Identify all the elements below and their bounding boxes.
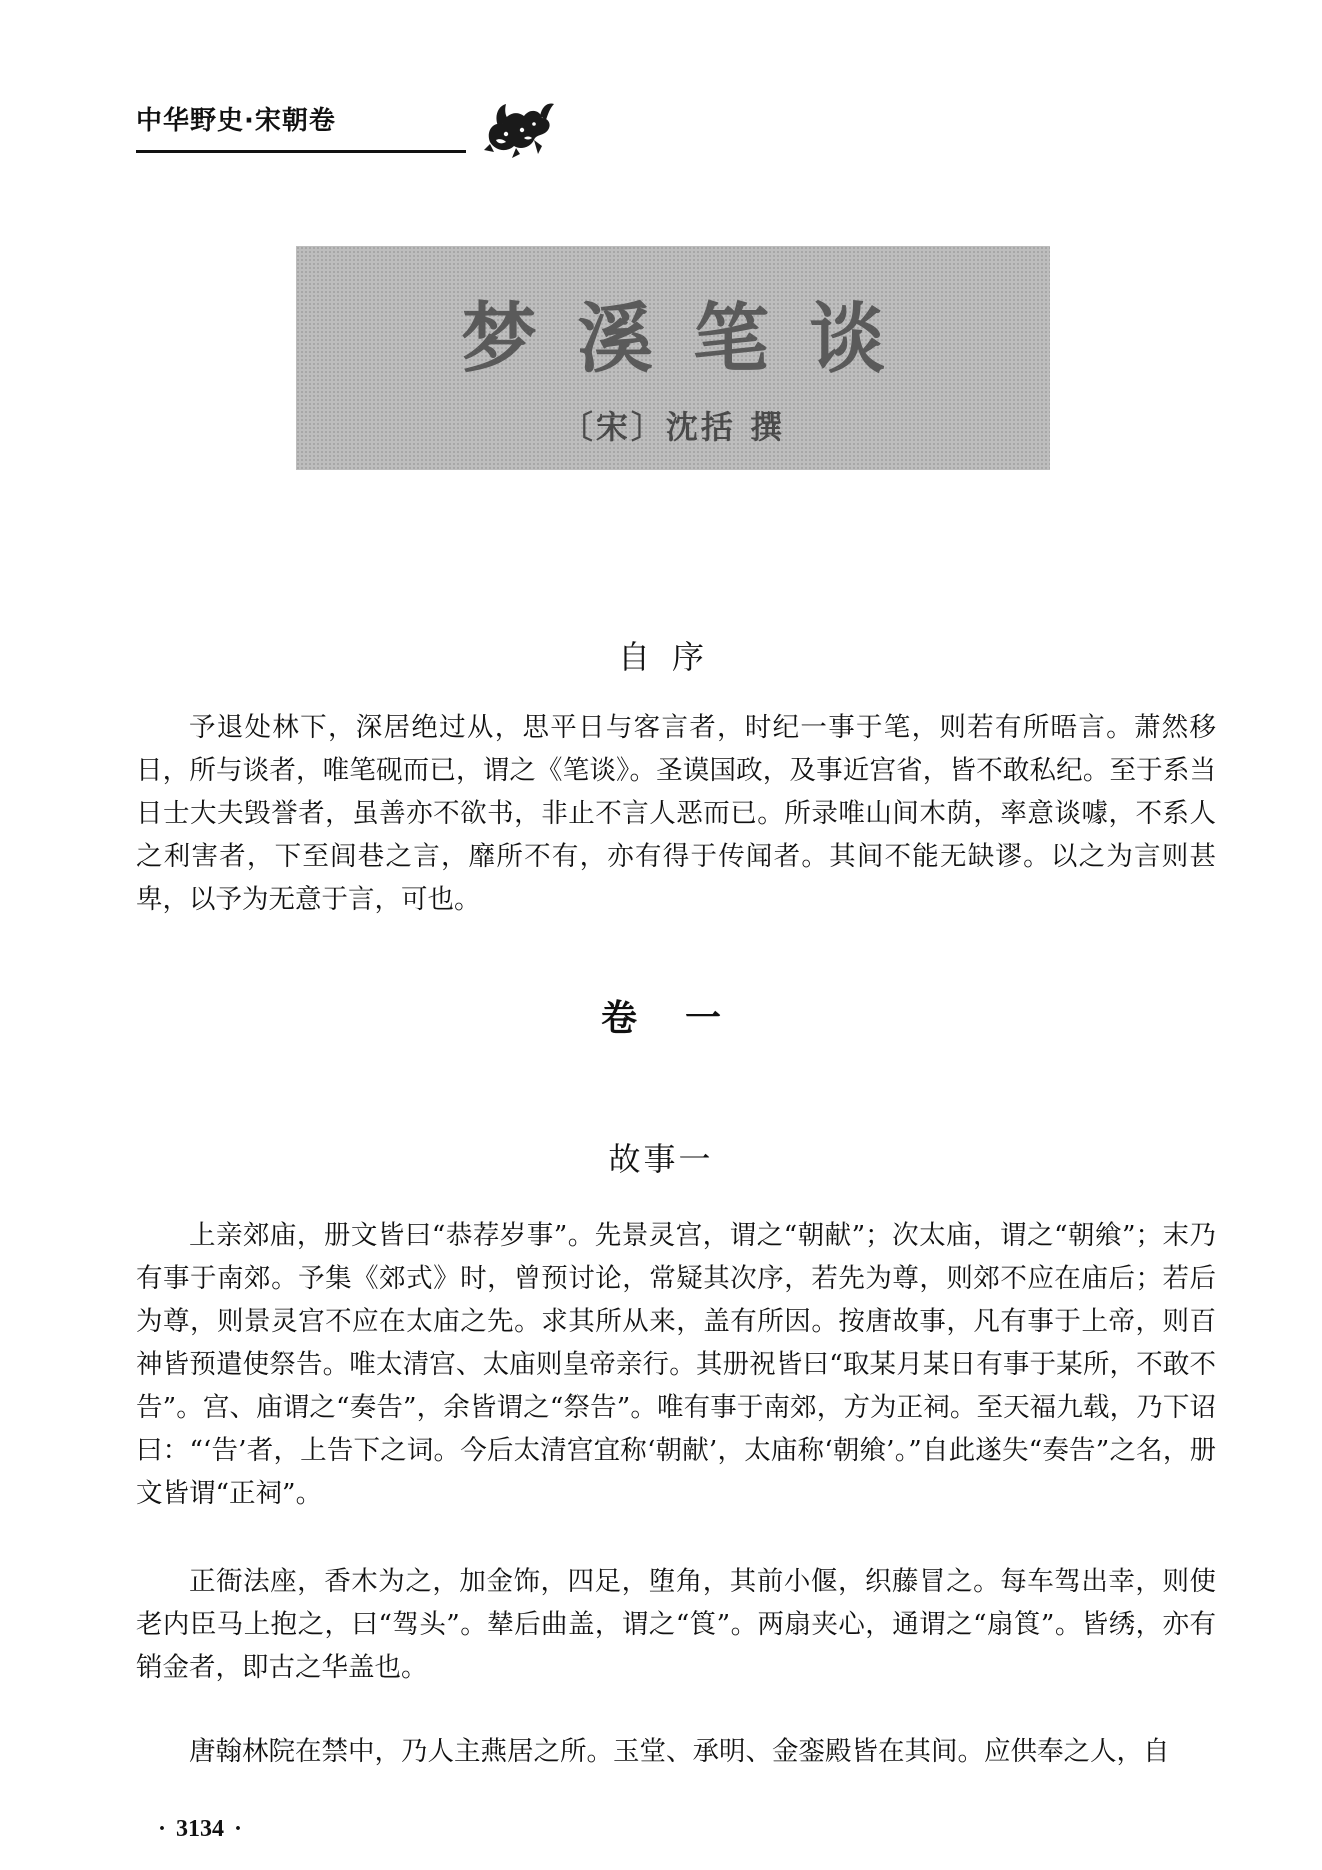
preface-paragraph: 予退处林下，深居绝过从，思平日与客言者，时纪一事于笔，则若有所晤言。萧然移日，所与谈者，唯笔砚而已，谓之《笔谈》。圣谟国政，及事近宫省，皆不敢私纪。至于系当日士大夫毁誉者，虽善亦不欲书，非止不言人恶而已。所录唯山间木荫，率意谈噱，不系人之利害者，下至闾巷之言，靡所不有，亦有得于传闻者。其间不能无缺谬。以之为言则甚卑，以予为无意于言，可也。 (136, 712, 1216, 915)
author-line: 〔宋〕沈括 撰 (560, 408, 786, 446)
section-heading: 故事一 (608, 1140, 714, 1178)
page-number-bullet-right: · (234, 1816, 243, 1842)
preface-heading: 自序 (617, 638, 726, 676)
page-header (136, 100, 556, 160)
body-paragraph: 上亲郊庙，册文皆曰“恭荐岁事”。先景灵宫，谓之“朝献”；次太庙，谓之“朝飨”；末乃有事于南郊。予集《郊式》时，曾预讨论，常疑其次序，若先为尊，则郊不应在庙后；若后为尊，则景灵宫不应在太庙之先。求其所从来，盖有所因。按唐故事，凡有事于上帝，则百神皆预遣使祭告。唯太清宫、太庙则皇帝亲行。其册祝皆曰“取某月某日有事于某所，不敢不告”。宫、庙谓之“奏告”，余皆谓之“祭告”。唯有事于南郊，方为正祠。至天福九载，乃下诏曰：“‘告’者，上告下之词。今后太清宫宜称‘朝献’，太庙称‘朝飨’。”自此遂失“奏告”之名，册文皆谓“正祠”。 (136, 1220, 1216, 1509)
series-title: 中华野史·宋朝卷 (136, 106, 336, 136)
book-title: 梦溪笔谈 (461, 294, 925, 383)
dragon-icon (476, 92, 556, 162)
page-number (148, 1816, 252, 1843)
page-number-value: 3134 (176, 1816, 225, 1842)
body-paragraph: 唐翰林院在禁中，乃人主燕居之所。玉堂、承明、金銮殿皆在其间。应供奉之人，自 (189, 1736, 1170, 1767)
title-banner (296, 246, 1050, 470)
body-paragraph: 正衙法座，香木为之，加金饰，四足，堕角，其前小偃，织藤冒之。每车驾出幸，则使老内臣马上抱之，曰“驾头”。辇后曲盖，谓之“筤”。两扇夹心，通谓之“扇筤”。皆绣，亦有销金者，即古之华盖也。 (136, 1566, 1216, 1683)
header-rule (136, 150, 466, 153)
page-number-bullet-left: · (158, 1816, 167, 1842)
volume-heading: 卷一 (600, 998, 769, 1039)
